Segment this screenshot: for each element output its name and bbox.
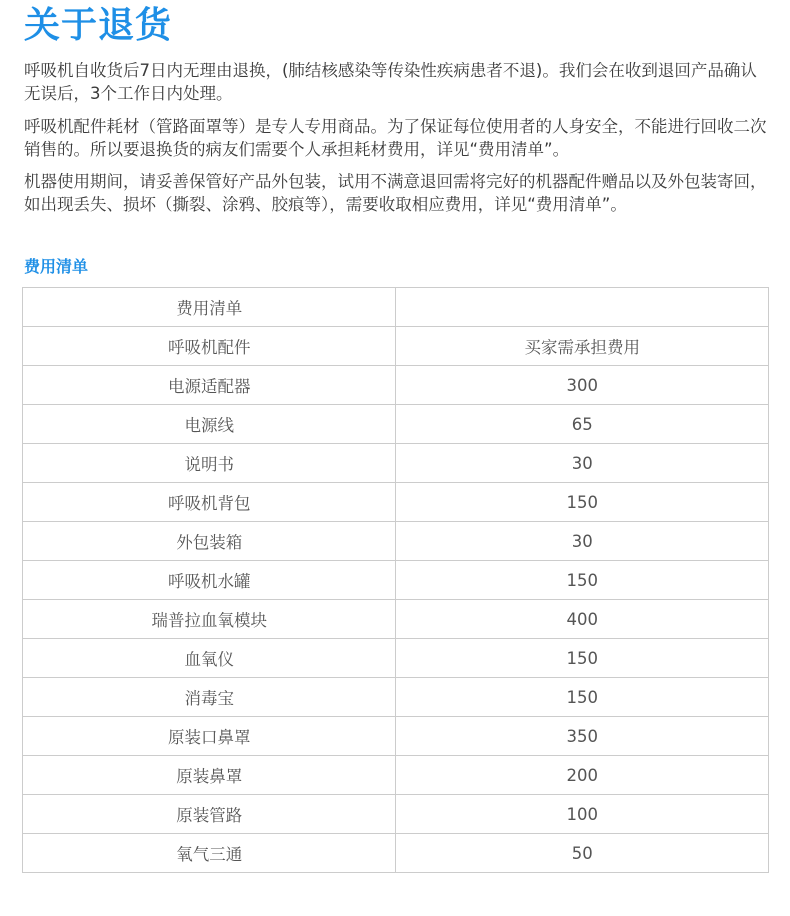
fee-item-name: 氧气三通 [23, 834, 396, 873]
fee-item-cost: 65 [396, 405, 769, 444]
fee-item-name: 消毒宝 [23, 678, 396, 717]
table-row [23, 405, 769, 444]
fee-table-header-row [23, 327, 769, 366]
fee-item-name: 电源适配器 [23, 366, 396, 405]
table-row [23, 717, 769, 756]
fee-item-cost: 50 [396, 834, 769, 873]
fee-item-cost: 300 [396, 366, 769, 405]
table-row [23, 639, 769, 678]
fee-list-heading: 费用清单 [24, 257, 89, 276]
fee-item-cost: 150 [396, 639, 769, 678]
fee-table-header-cost: 买家需承担费用 [396, 327, 769, 366]
fee-table-caption-empty [396, 288, 769, 327]
fee-item-name: 血氧仪 [23, 639, 396, 678]
table-row [23, 366, 769, 405]
fee-item-name: 原装鼻罩 [23, 756, 396, 795]
table-row [23, 795, 769, 834]
fee-table-caption-row [23, 288, 769, 327]
fee-item-cost: 30 [396, 444, 769, 483]
fee-item-name: 外包装箱 [23, 522, 396, 561]
fee-item-cost: 30 [396, 522, 769, 561]
fee-table-header-item: 呼吸机配件 [23, 327, 396, 366]
fee-item-name: 电源线 [23, 405, 396, 444]
fee-item-cost: 150 [396, 483, 769, 522]
table-row [23, 834, 769, 873]
return-policy-paragraph-2: 呼吸机配件耗材（管路面罩等）是专人专用商品。为了保证每位使用者的人身安全，不能进行回收二次销售的。所以要退换货的病友们需要个人承担耗材费用，详见“费用清单”。 [24, 117, 767, 159]
page-title: 关于退货 [24, 5, 173, 46]
table-row [23, 678, 769, 717]
fee-item-name: 呼吸机水罐 [23, 561, 396, 600]
table-row [23, 756, 769, 795]
table-row [23, 600, 769, 639]
fee-item-name: 原装管路 [23, 795, 396, 834]
fee-item-name: 原装口鼻罩 [23, 717, 396, 756]
table-row [23, 483, 769, 522]
fee-item-name: 说明书 [23, 444, 396, 483]
fee-item-cost: 100 [396, 795, 769, 834]
return-policy-paragraph-1: 呼吸机自收货后7日内无理由退换，(肺结核感染等传染性疾病患者不退)。我们会在收到退回产品确认无误后，3个工作日内处理。 [24, 61, 757, 103]
fee-table [22, 287, 769, 873]
fee-table-body [23, 288, 769, 873]
table-row [23, 522, 769, 561]
return-policy-paragraph-3: 机器使用期间，请妥善保管好产品外包装，试用不满意退回需将完好的机器配件赠品以及外包装寄回，如出现丢失、损坏（撕裂、涂鸦、胶痕等），需要收取相应费用，详见“费用清单”。 [24, 172, 767, 214]
fee-item-cost: 150 [396, 678, 769, 717]
fee-item-cost: 150 [396, 561, 769, 600]
fee-item-name: 瑞普拉血氧模块 [23, 600, 396, 639]
fee-item-cost: 350 [396, 717, 769, 756]
fee-item-name: 呼吸机背包 [23, 483, 396, 522]
table-row [23, 444, 769, 483]
table-row [23, 561, 769, 600]
fee-table-caption: 费用清单 [23, 288, 396, 327]
fee-item-cost: 400 [396, 600, 769, 639]
fee-item-cost: 200 [396, 756, 769, 795]
